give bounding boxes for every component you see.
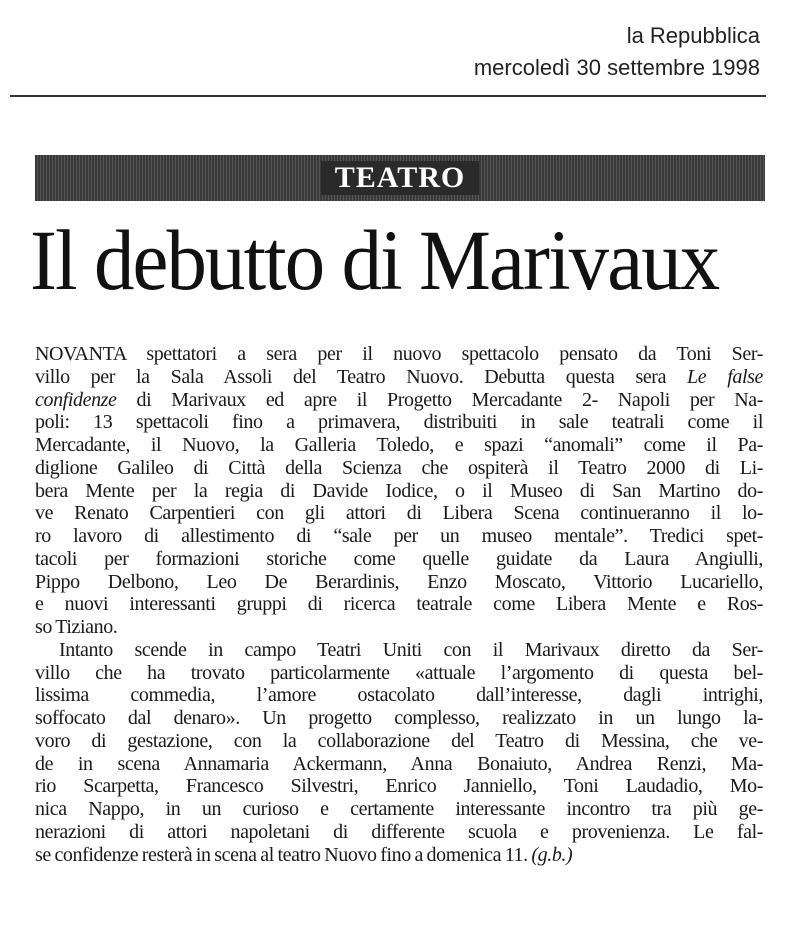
section-band [35, 155, 765, 201]
text-line [35, 366, 763, 389]
text-segment: diglione Galileo di Città della Scienza che ospiterà il Teatro 2000 di Li- [35, 456, 763, 479]
text-segment: poli: 13 spettacoli fino a primavera, distribuiti in sale teatrali come il [35, 411, 763, 434]
text-line [35, 502, 763, 525]
text-line [35, 480, 763, 503]
text-segment: Mercadante, il Nuovo, la Galleria Toledo, e spazi “anomali” come il Pa- [35, 434, 763, 456]
text-line [35, 434, 763, 457]
text-line [35, 457, 763, 480]
text-segment: ro lavoro di allestimento di “sale per un museo mentale”. Tredici spet- [35, 525, 763, 547]
text-line [35, 343, 763, 366]
italic-text: (g.b.) [531, 843, 573, 866]
text-segment: bera Mente per la regia di Davide Iodice, o il Museo di San Martino do- [35, 479, 763, 502]
text-line [35, 844, 763, 867]
text-line [35, 571, 763, 594]
text-segment: ve Renato Carpentieri con gli attori di Libera Scena continueranno il lo- [35, 502, 763, 525]
text-line [35, 639, 763, 662]
section-label: TEATRO [321, 161, 479, 195]
text-segment: e nuovi interessanti gruppi di ricerca teatrale come Libera Mente e Ros- [35, 593, 763, 616]
text-line [35, 730, 763, 753]
text-segment: soffocato dal denaro». Un progetto complesso, realizzato in un lungo la- [35, 707, 763, 729]
text-segment: nerazioni di attori napoletani di differente scuola e provenienza. Le fal- [35, 820, 763, 843]
text-line [35, 525, 763, 548]
text-line [35, 798, 763, 821]
text-line [35, 548, 763, 571]
text-segment: tacoli per formazioni storiche come quelle guidate da Laura Angiulli, [35, 547, 763, 570]
text-segment: se confidenze resterà in scena al teatro Nuovo fino a domenica 11. [35, 843, 532, 866]
text-segment: Pippo Delbono, Leo De Berardinis, Enzo Moscato, Vittorio Lucariello, [35, 570, 763, 593]
text-segment: nica Nappo, in un curioso e certamente interessante incontro tra più ge- [35, 798, 763, 820]
text-segment: rio Scarpetta, Francesco Silvestri, Enrico Janniello, Toni Laudadio, Mo- [35, 775, 763, 798]
text-segment: de in scena Annamaria Ackermann, Anna Bonaiuto, Andrea Renzi, Ma- [35, 752, 763, 775]
masthead [474, 20, 760, 84]
headline: Il debutto di Marivaux [30, 212, 719, 308]
text-segment: so Tiziano. [35, 616, 118, 638]
text-line [35, 775, 763, 798]
text-line [35, 707, 763, 730]
text-segment: villo che ha trovato particolarmente «attuale l’argomento di questa bel- [35, 661, 763, 684]
italic-text: confidenze [35, 388, 117, 411]
text-line [35, 821, 763, 844]
newspaper-name: la Repubblica [626, 23, 760, 48]
text-line [35, 389, 763, 412]
text-line [35, 753, 763, 776]
text-line [35, 662, 763, 685]
text-segment: lissima commedia, l’amore ostacolato dall’interesse, dagli intrighi, [35, 684, 763, 707]
text-line [35, 616, 763, 639]
text-line [35, 684, 763, 707]
text-segment: NOVANTA spettatori a sera per il nuovo spettacolo pensato da Toni Ser- [35, 343, 763, 365]
text-segment: villo per la Sala Assoli del Teatro Nuovo. Debutta questa sera [35, 365, 688, 388]
text-line [35, 411, 763, 434]
article-body [35, 343, 763, 866]
text-segment: di Marivaux ed apre il Progetto Mercadante 2- Napoli per Na- [116, 388, 763, 411]
publication-date: mercoledì 30 settembre 1998 [473, 55, 760, 80]
text-segment: voro di gestazione, con la collaborazione del Teatro di Messina, che ve- [35, 729, 763, 752]
text-line [35, 593, 763, 616]
italic-text: Le false [687, 365, 763, 388]
header-rule [10, 95, 766, 97]
text-segment: Intanto scende in campo Teatri Uniti con il Marivaux diretto da Ser- [59, 638, 763, 661]
